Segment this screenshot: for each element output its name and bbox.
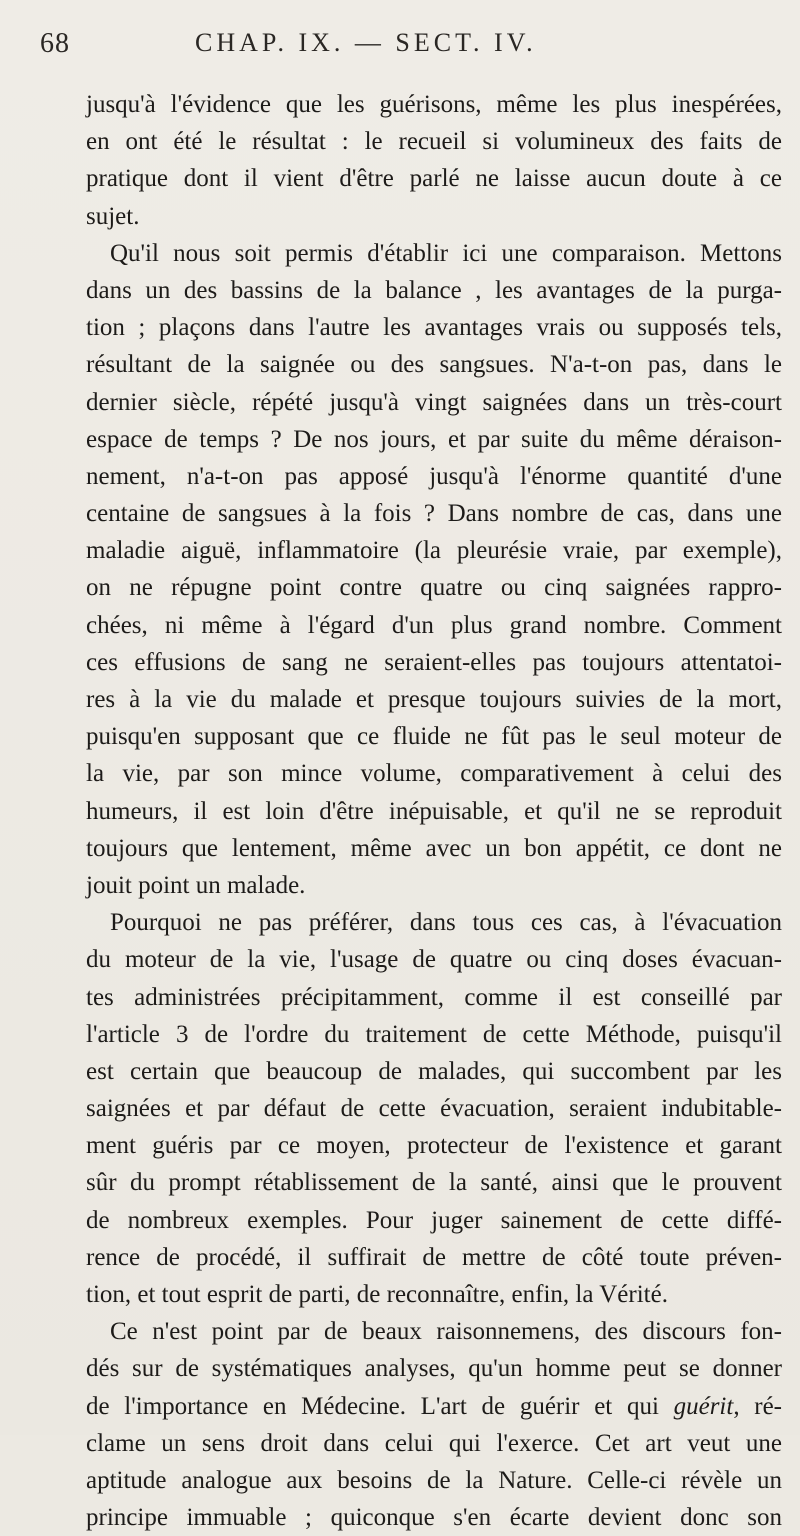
text-line: jouit point un malade. — [86, 871, 306, 899]
paragraph-1 — [86, 86, 782, 235]
text-line: Pourquoi ne pas préférer, dans tous ces cas, à l'évacuation — [110, 909, 782, 937]
italic-word: guérit — [673, 1392, 734, 1420]
text-line: de nombreux exemples. Pour juger sainement de cette diffé- — [86, 1206, 782, 1234]
text-line: tion ; plaçons dans l'autre les avantages vrais ou supposés tels, — [86, 314, 782, 342]
text-line: dernier siècle, répété jusqu'à vingt saignées dans un très-court — [86, 388, 782, 416]
text-line: est certain que beaucoup de malades, qui succombent par les — [86, 1057, 782, 1085]
text-line: humeurs, il est loin d'être inépuisable, et qu'il ne se reproduit — [86, 797, 782, 825]
text-line: Qu'il nous soit permis d'établir ici une comparaison. Mettons — [110, 239, 782, 267]
text-line: la vie, par son mince volume, comparativement à celui des — [86, 760, 782, 788]
text-line: jusqu'à l'évidence que les guérisons, même les plus inespérées, — [86, 91, 782, 118]
text-line: tes administrées précipitamment, comme il est conseillé par — [86, 983, 782, 1011]
text-line: saignées et par défaut de cette évacuation, seraient indubitable- — [86, 1095, 782, 1123]
text-line: pratique dont il vient d'être parlé ne laisse aucun doute à ce — [86, 165, 782, 193]
text-line: Ce n'est point par de beaux raisonnemens, des discours fon- — [110, 1318, 782, 1346]
text-line: sûr du prompt rétablissement de la santé, ainsi que le prouvent — [86, 1169, 782, 1197]
text-line: clame un sens droit dans celui qui l'exerce. Cet art veut une — [86, 1429, 782, 1457]
text-line: principe immuable ; quiconque s'en écarte devient donc son — [86, 1504, 782, 1532]
text-line: de l'importance en Médecine. L'art de guérir et qui guérit, ré- — [86, 1392, 783, 1420]
text-line: res à la vie du malade et presque toujours suivies de la mort, — [86, 686, 782, 713]
text-line: du moteur de la vie, l'usage de quatre ou cinq doses évacuan- — [86, 946, 782, 974]
text-line: sujet. — [86, 202, 140, 230]
chapter-heading: CHAP. IX. — SECT. IV. — [195, 28, 537, 57]
text-line: maladie aiguë, inflammatoire (la pleurésie vraie, par exemple), — [86, 537, 782, 565]
body-text — [86, 86, 782, 1536]
text-line: tion, et tout esprit de parti, de reconnaître, enfin, la Vérité. — [86, 1281, 668, 1308]
text-line: rence de procédé, il suffirait de mettre de côté toute préven- — [86, 1243, 782, 1271]
text-line: puisqu'en supposant que ce fluide ne fût pas le seul moteur de — [86, 723, 782, 751]
running-head — [0, 28, 800, 68]
text-line: ment guéris par ce moyen, protecteur de l'existence et garant — [86, 1132, 782, 1160]
text-line: espace de temps ? De nos jours, et par suite du même déraison- — [86, 425, 782, 453]
paragraph-3 — [86, 904, 782, 1313]
text-line: dans un des bassins de la balance , les avantages de la purga- — [86, 276, 782, 304]
text-line: résultant de la saignée ou des sangsues. N'a-t-on pas, dans le — [86, 351, 782, 379]
paragraph-4 — [86, 1313, 782, 1536]
text-line: l'article 3 de l'ordre du traitement de cette Méthode, puisqu'il — [86, 1020, 782, 1048]
paragraph-2 — [86, 235, 782, 904]
text-line: on ne répugne point contre quatre ou cinq saignées rappro- — [86, 574, 782, 602]
text-line: ces effusions de sang ne seraient-elles pas toujours attentatoi- — [86, 648, 782, 676]
text-line: aptitude analogue aux besoins de la Nature. Celle-ci révèle un — [86, 1466, 782, 1494]
text-line: dés sur de systématiques analyses, qu'un homme peut se donner — [86, 1355, 782, 1383]
text-line: centaine de sangsues à la fois ? Dans nombre de cas, dans une — [86, 500, 782, 528]
text-line: en ont été le résultat : le recueil si volumineux des faits de — [86, 128, 782, 156]
page-number: 68 — [40, 28, 70, 59]
text-line: toujours que lentement, même avec un bon appétit, ce dont ne — [86, 834, 782, 862]
text-line: chées, ni même à l'égard d'un plus grand nombre. Comment — [86, 611, 782, 639]
text-line: nement, n'a-t-on pas apposé jusqu'à l'énorme quantité d'une — [86, 462, 782, 490]
